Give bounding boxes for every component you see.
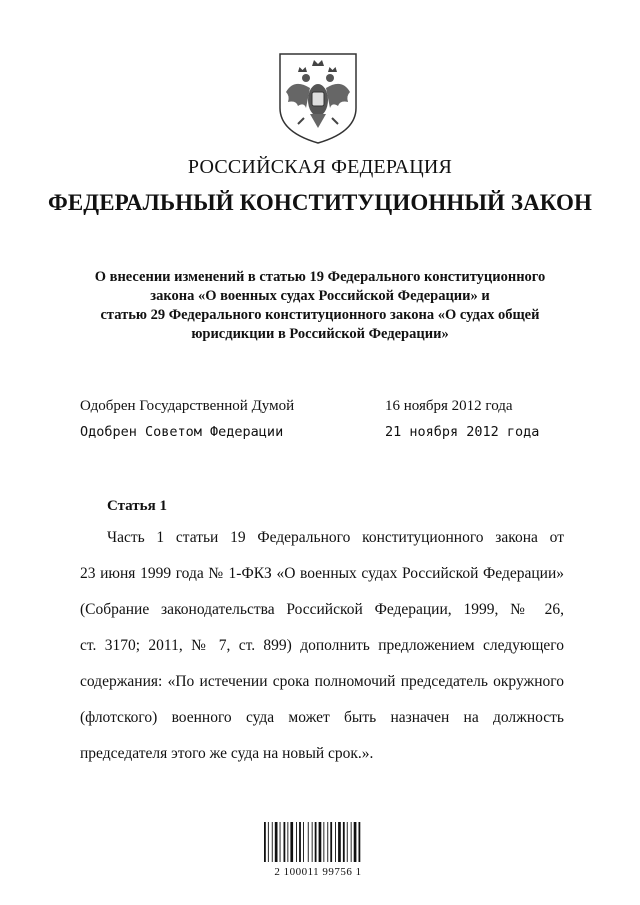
law-title-line: статью 29 Федерального конституционного закона «О судах общей bbox=[100, 307, 540, 323]
approval-council-date: 21 ноября 2012 года bbox=[385, 424, 540, 440]
approval-duma-date: 16 ноября 2012 года bbox=[385, 398, 513, 414]
law-title-line: О внесении изменений в статью 19 Федерального конституционного bbox=[94, 269, 546, 285]
barcode-bar bbox=[323, 822, 324, 862]
article-heading: Статья 1 bbox=[107, 498, 167, 514]
barcode bbox=[262, 822, 374, 870]
barcode-bar bbox=[330, 822, 332, 862]
barcode-bar bbox=[299, 822, 301, 862]
country-name: РОССИЙСКАЯ ФЕДЕРАЦИЯ bbox=[187, 156, 453, 178]
barcode-bar bbox=[347, 822, 348, 862]
barcode-number: 2 100011 99756 1 bbox=[274, 866, 362, 878]
article-line: (Собрание законодательства Российской Федерации, 1999, № 26, bbox=[80, 601, 564, 618]
barcode-bar bbox=[280, 822, 281, 862]
law-type-heading: ФЕДЕРАЛЬНЫЙ КОНСТИТУЦИОННЫЙ ЗАКОН bbox=[48, 190, 592, 215]
barcode-bar bbox=[354, 822, 357, 862]
barcode-bar bbox=[351, 822, 352, 862]
article-line: ст. 3170; 2011, № 7, ст. 899) дополнить предложением следующего bbox=[80, 637, 564, 654]
article-line: Часть 1 статьи 19 Федерального конституционного закона от bbox=[107, 529, 564, 546]
barcode-bar bbox=[287, 822, 288, 862]
barcode-bar bbox=[268, 822, 269, 862]
barcode-bar bbox=[319, 822, 322, 862]
barcode-bar bbox=[272, 822, 273, 862]
article-line: содержания: «По истечении срока полномочий председатель окружного bbox=[80, 673, 564, 690]
barcode-bar bbox=[335, 822, 336, 862]
coat-of-arms-icon bbox=[276, 48, 360, 146]
article-line: (флотского) военного суда может быть назначен на должность bbox=[80, 709, 564, 726]
law-title bbox=[60, 268, 580, 344]
barcode-bar bbox=[296, 822, 297, 862]
barcode-bar bbox=[264, 822, 266, 862]
article-line: 23 июня 1999 года № 1-ФКЗ «О военных судах Российской Федерации» bbox=[80, 565, 564, 582]
approval-council-label: Одобрен Советом Федерации bbox=[80, 424, 284, 440]
approval-duma-label: Одобрен Государственной Думой bbox=[80, 398, 295, 414]
barcode-bar bbox=[290, 822, 293, 862]
barcode-bar bbox=[303, 822, 304, 862]
barcode-bar bbox=[359, 822, 361, 862]
barcode-bar bbox=[312, 822, 313, 862]
barcode-bar bbox=[308, 822, 309, 862]
law-title-line: юрисдикции в Российской Федерации» bbox=[191, 326, 449, 342]
barcode-bar bbox=[315, 822, 317, 862]
barcode-bar bbox=[343, 822, 345, 862]
barcode-bar bbox=[327, 822, 328, 862]
article-line: председателя этого же суда на новый срок.». bbox=[80, 745, 374, 762]
law-title-line: закона «О военных судах Российской Федерации» и bbox=[150, 288, 490, 304]
barcode-bar bbox=[284, 822, 286, 862]
barcode-bar bbox=[275, 822, 278, 862]
barcode-bar bbox=[338, 822, 341, 862]
